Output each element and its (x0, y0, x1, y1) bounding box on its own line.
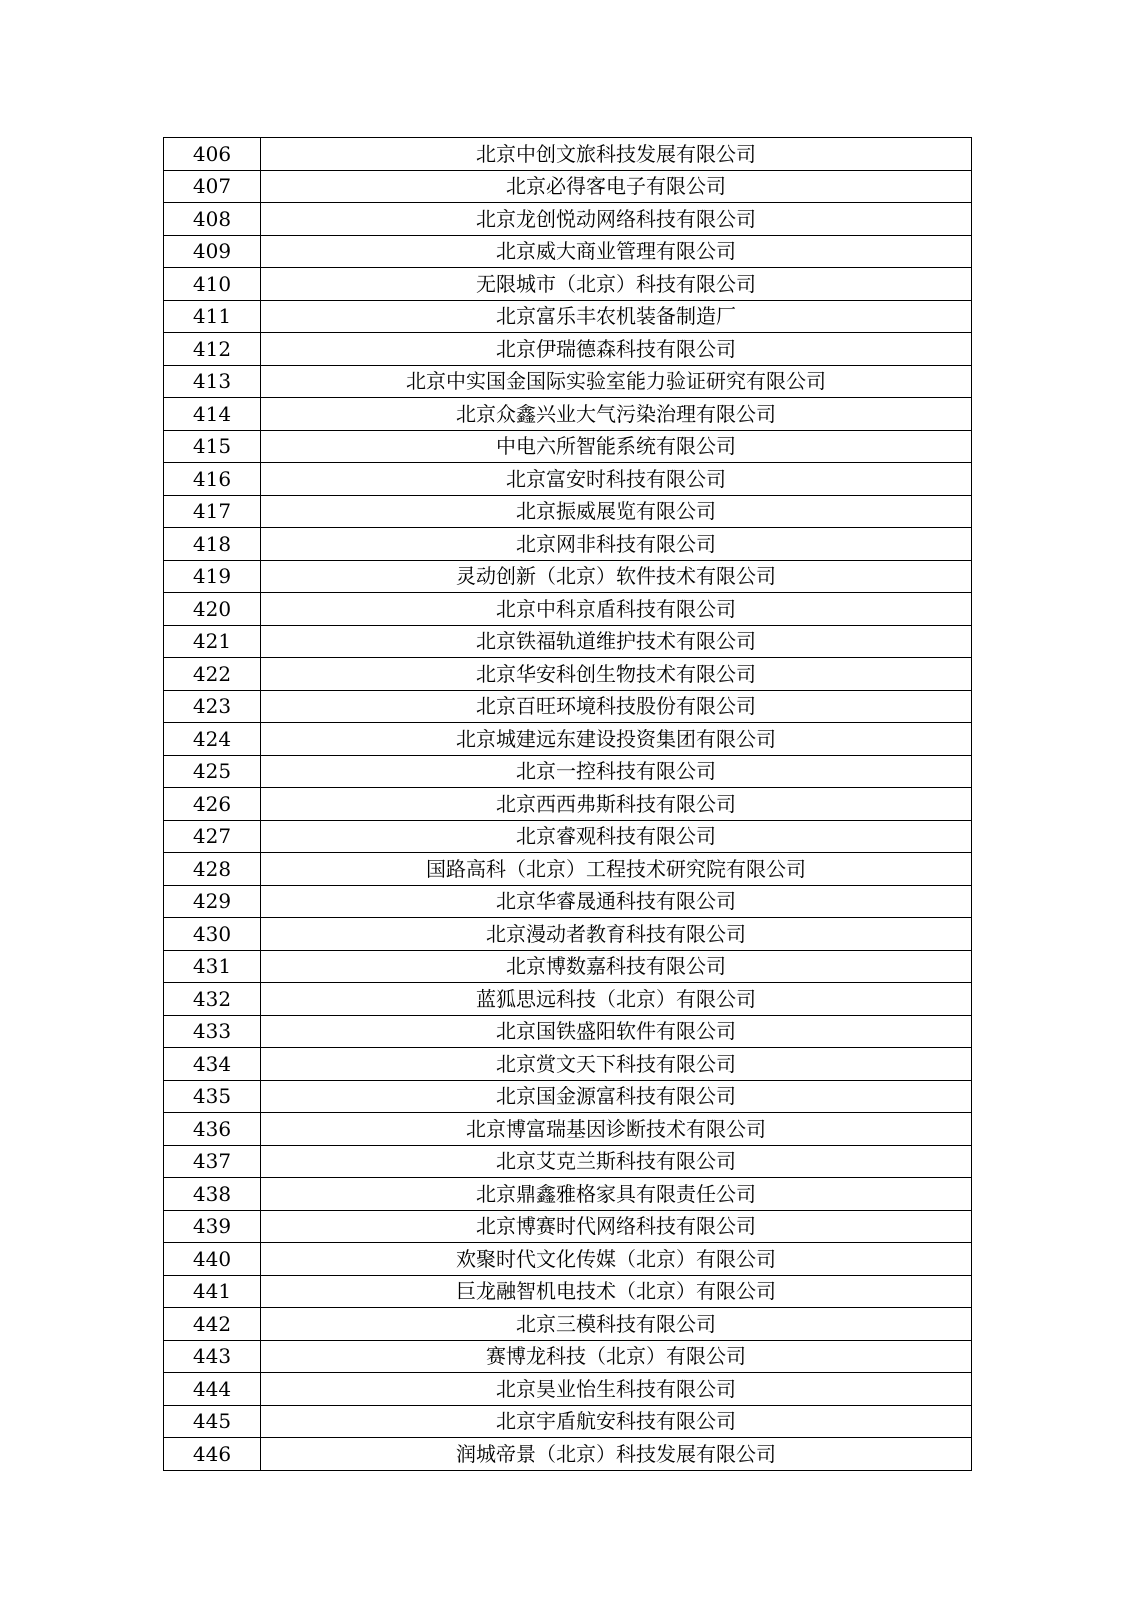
row-number-cell: 415 (164, 430, 261, 463)
company-name-cell: 北京鼎鑫雅格家具有限责任公司 (261, 1178, 972, 1211)
row-number-cell: 445 (164, 1405, 261, 1438)
row-number-cell: 434 (164, 1048, 261, 1081)
table-row (164, 365, 972, 398)
company-name-cell: 国路高科（北京）工程技术研究院有限公司 (261, 853, 972, 886)
table-row (164, 1340, 972, 1373)
table-row (164, 1210, 972, 1243)
company-name-cell: 北京艾克兰斯科技有限公司 (261, 1145, 972, 1178)
row-number-cell: 441 (164, 1275, 261, 1308)
table-row (164, 138, 972, 171)
company-name-cell: 北京博数嘉科技有限公司 (261, 950, 972, 983)
table-row (164, 983, 972, 1016)
company-name-cell: 北京必得客电子有限公司 (261, 170, 972, 203)
table-row (164, 1308, 972, 1341)
table-row (164, 1178, 972, 1211)
company-name-cell: 北京中创文旅科技发展有限公司 (261, 138, 972, 171)
row-number-cell: 406 (164, 138, 261, 171)
company-name-cell: 北京博富瑞基因诊断技术有限公司 (261, 1113, 972, 1146)
row-number-cell: 429 (164, 885, 261, 918)
row-number-cell: 436 (164, 1113, 261, 1146)
company-name-cell: 北京百旺环境科技股份有限公司 (261, 690, 972, 723)
company-name-cell: 北京国铁盛阳软件有限公司 (261, 1015, 972, 1048)
company-name-cell: 北京漫动者教育科技有限公司 (261, 918, 972, 951)
company-name-cell: 蓝狐思远科技（北京）有限公司 (261, 983, 972, 1016)
company-name-cell: 北京一控科技有限公司 (261, 755, 972, 788)
row-number-cell: 427 (164, 820, 261, 853)
company-name-cell: 北京宇盾航安科技有限公司 (261, 1405, 972, 1438)
row-number-cell: 413 (164, 365, 261, 398)
company-name-cell: 北京富安时科技有限公司 (261, 463, 972, 496)
table-row (164, 495, 972, 528)
table-row (164, 658, 972, 691)
table-row (164, 463, 972, 496)
table-row (164, 333, 972, 366)
company-name-cell: 北京富乐丰农机装备制造厂 (261, 300, 972, 333)
row-number-cell: 407 (164, 170, 261, 203)
company-name-cell: 北京昊业怡生科技有限公司 (261, 1373, 972, 1406)
company-name-cell: 北京龙创悦动网络科技有限公司 (261, 203, 972, 236)
row-number-cell: 431 (164, 950, 261, 983)
table-row (164, 430, 972, 463)
row-number-cell: 439 (164, 1210, 261, 1243)
table-row (164, 853, 972, 886)
row-number-cell: 426 (164, 788, 261, 821)
company-name-cell: 北京华安科创生物技术有限公司 (261, 658, 972, 691)
row-number-cell: 414 (164, 398, 261, 431)
row-number-cell: 408 (164, 203, 261, 236)
company-name-cell: 北京赏文天下科技有限公司 (261, 1048, 972, 1081)
row-number-cell: 442 (164, 1308, 261, 1341)
row-number-cell: 421 (164, 625, 261, 658)
row-number-cell: 430 (164, 918, 261, 951)
company-name-cell: 北京博赛时代网络科技有限公司 (261, 1210, 972, 1243)
table-row (164, 1015, 972, 1048)
row-number-cell: 411 (164, 300, 261, 333)
company-name-cell: 北京网非科技有限公司 (261, 528, 972, 561)
company-list-body (164, 138, 972, 1471)
table-row (164, 593, 972, 626)
table-row (164, 1275, 972, 1308)
table-row (164, 300, 972, 333)
row-number-cell: 425 (164, 755, 261, 788)
company-name-cell: 北京国金源富科技有限公司 (261, 1080, 972, 1113)
table-row (164, 560, 972, 593)
table-row (164, 1080, 972, 1113)
company-name-cell: 北京振威展览有限公司 (261, 495, 972, 528)
table-row (164, 203, 972, 236)
table-row (164, 820, 972, 853)
table-row (164, 1438, 972, 1471)
company-list-table (163, 137, 972, 1471)
row-number-cell: 443 (164, 1340, 261, 1373)
row-number-cell: 440 (164, 1243, 261, 1276)
table-row (164, 1048, 972, 1081)
company-name-cell: 北京众鑫兴业大气污染治理有限公司 (261, 398, 972, 431)
table-row (164, 950, 972, 983)
row-number-cell: 417 (164, 495, 261, 528)
row-number-cell: 412 (164, 333, 261, 366)
table-row (164, 788, 972, 821)
table-row (164, 235, 972, 268)
table-row (164, 1113, 972, 1146)
row-number-cell: 410 (164, 268, 261, 301)
company-name-cell: 无限城市（北京）科技有限公司 (261, 268, 972, 301)
table-row (164, 885, 972, 918)
row-number-cell: 428 (164, 853, 261, 886)
company-name-cell: 北京威大商业管理有限公司 (261, 235, 972, 268)
company-name-cell: 北京三模科技有限公司 (261, 1308, 972, 1341)
company-name-cell: 北京中科京盾科技有限公司 (261, 593, 972, 626)
row-number-cell: 416 (164, 463, 261, 496)
table-row (164, 1373, 972, 1406)
company-name-cell: 赛博龙科技（北京）有限公司 (261, 1340, 972, 1373)
row-number-cell: 424 (164, 723, 261, 756)
row-number-cell: 418 (164, 528, 261, 561)
company-name-cell: 巨龙融智机电技术（北京）有限公司 (261, 1275, 972, 1308)
company-name-cell: 灵动创新（北京）软件技术有限公司 (261, 560, 972, 593)
company-name-cell: 北京铁福轨道维护技术有限公司 (261, 625, 972, 658)
company-name-cell: 北京华睿晟通科技有限公司 (261, 885, 972, 918)
company-name-cell: 北京伊瑞德森科技有限公司 (261, 333, 972, 366)
row-number-cell: 420 (164, 593, 261, 626)
row-number-cell: 435 (164, 1080, 261, 1113)
company-name-cell: 中电六所智能系统有限公司 (261, 430, 972, 463)
table-row (164, 528, 972, 561)
row-number-cell: 437 (164, 1145, 261, 1178)
row-number-cell: 446 (164, 1438, 261, 1471)
table-row (164, 398, 972, 431)
row-number-cell: 433 (164, 1015, 261, 1048)
row-number-cell: 409 (164, 235, 261, 268)
table-row (164, 690, 972, 723)
company-name-cell: 北京中实国金国际实验室能力验证研究有限公司 (261, 365, 972, 398)
row-number-cell: 432 (164, 983, 261, 1016)
table-row (164, 268, 972, 301)
table-row (164, 755, 972, 788)
row-number-cell: 422 (164, 658, 261, 691)
company-name-cell: 北京睿观科技有限公司 (261, 820, 972, 853)
company-name-cell: 欢聚时代文化传媒（北京）有限公司 (261, 1243, 972, 1276)
row-number-cell: 419 (164, 560, 261, 593)
company-name-cell: 北京城建远东建设投资集团有限公司 (261, 723, 972, 756)
table-row (164, 170, 972, 203)
company-name-cell: 润城帝景（北京）科技发展有限公司 (261, 1438, 972, 1471)
table-row (164, 918, 972, 951)
table-row (164, 1145, 972, 1178)
table-row (164, 625, 972, 658)
table-row (164, 1405, 972, 1438)
company-name-cell: 北京西西弗斯科技有限公司 (261, 788, 972, 821)
row-number-cell: 444 (164, 1373, 261, 1406)
row-number-cell: 423 (164, 690, 261, 723)
table-row (164, 723, 972, 756)
row-number-cell: 438 (164, 1178, 261, 1211)
table-row (164, 1243, 972, 1276)
